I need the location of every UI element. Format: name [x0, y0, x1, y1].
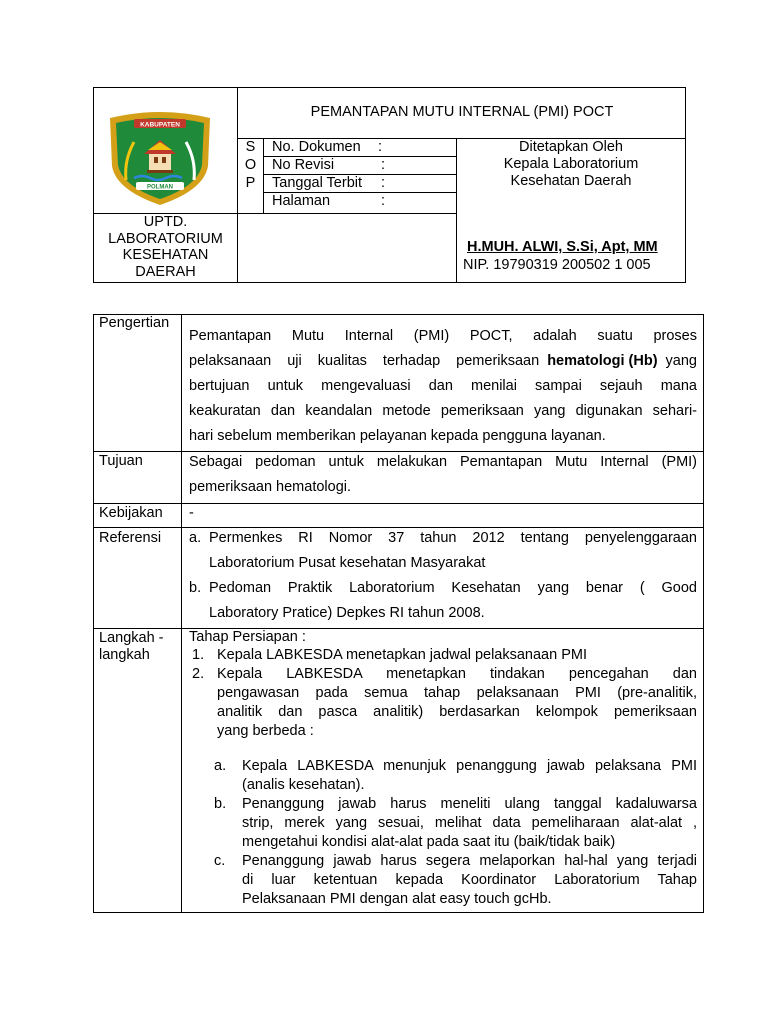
referensi-b-line-1: Pedoman Praktik Laboratorium Kesehatan yang benar ( Good — [209, 580, 697, 596]
sop-letter-s: S — [245, 139, 256, 155]
pengertian-line-3: bertujuan untuk mengevaluasi dan menilai sampai sejauh mana — [189, 378, 697, 394]
langkah-subitems — [214, 757, 697, 909]
org-line-4: DAERAH — [135, 263, 196, 280]
field-no-dokumen-sep: : — [378, 139, 383, 155]
pengertian-line-4: keakuratan dan keandalan metode pemeriksaan yang digunakan sehari- — [189, 403, 697, 419]
sop-letter-o: O — [244, 157, 257, 173]
subitem-b-line-1: Penanggung jawab harus meneliti ulang tanggal kadaluwarsa — [242, 796, 697, 812]
field-tanggal-terbit-sep: : — [381, 175, 386, 191]
field-tanggal-terbit-label: Tanggal Terbit — [272, 175, 363, 191]
signer-name: H.MUH. ALWI, S.Si, Apt, MM — [467, 239, 658, 255]
referensi-list — [189, 526, 697, 626]
logo-bottom-text: POLMAN — [147, 184, 173, 191]
org-line-2: LABORATORIUM — [108, 230, 223, 247]
subitem-a-marker: a. — [214, 758, 227, 774]
subitem-b-marker: b. — [214, 796, 227, 812]
referensi-marker-b: b. — [189, 580, 202, 596]
document-title: PEMANTAPAN MUTU INTERNAL (PMI) POCT — [310, 104, 614, 120]
approval-line-3: Kesehatan Daerah — [510, 173, 632, 189]
step-1 — [189, 646, 697, 665]
subitem-c-line-1: Penanggung jawab harus segera melaporkan hal-hal yang terjadi — [242, 853, 697, 869]
tujuan-text — [189, 450, 697, 500]
field-halaman-label: Halaman — [272, 193, 331, 209]
referensi-item-a — [189, 526, 697, 551]
kebijakan-value: - — [189, 505, 194, 521]
subitem-c-line-3: Pelaksanaan PMI dengan alat easy touch gcHb. — [242, 891, 552, 907]
referensi-b-line-2: Laboratory Pratice) Depkes RI tahun 2008. — [209, 605, 485, 621]
pengertian-line-2-pre: pelaksanaan uji kualitas terhadap pemeriksaan — [189, 353, 540, 369]
step-1-marker: 1. — [192, 647, 205, 663]
org-line-3: KESEHATAN — [122, 247, 209, 263]
pengertian-line-2 — [189, 349, 697, 374]
subitem-c-line-2: di luar ketentuan kepada Koordinator Laboratorium Tahap — [242, 872, 697, 888]
kabupaten-logo — [104, 110, 216, 207]
pengertian-keyword: hematologi (Hb) — [547, 353, 658, 369]
pengertian-line-2-post: yang — [665, 353, 697, 369]
langkah-label-line-1: Langkah - — [99, 630, 164, 646]
subitem-c — [214, 852, 697, 909]
subitem-a — [214, 757, 697, 795]
step-2-line-2: pengawasan pada semua tahap pelaksanaan PMI (pre-analitik, — [217, 685, 697, 701]
referensi-a-line-1: Permenkes RI Nomor 37 tahun 2012 tentang penyelenggaraan — [209, 530, 697, 546]
pengertian-label: Pengertian — [99, 315, 170, 331]
pengertian-line-5: hari sebelum memberikan pelayanan kepada pengguna layanan. — [189, 428, 606, 444]
field-no-revisi-sep: : — [381, 157, 386, 173]
sop-letter-p: P — [245, 175, 256, 191]
signer-nip: NIP. 19790319 200502 1 005 — [463, 257, 651, 273]
langkah-label-line-2: langkah — [99, 647, 150, 663]
tujuan-line-1: Sebagai pedoman untuk melakukan Pemantapan Mutu Internal (PMI) — [189, 454, 697, 470]
subitem-a-line-2: (analis kesehatan). — [242, 777, 365, 793]
approval-line-2: Kepala Laboratorium — [503, 156, 639, 172]
tujuan-line-2: pemeriksaan hematologi. — [189, 479, 352, 495]
step-2-marker: 2. — [192, 666, 205, 682]
pengertian-text — [189, 324, 697, 449]
field-no-revisi-label: No Revisi — [272, 157, 335, 173]
referensi-marker-a: a. — [189, 530, 202, 546]
kebijakan-label: Kebijakan — [99, 505, 163, 521]
subitem-a-line-1: Kepala LABKESDA menunjuk penanggung jawab pelaksana PMI — [242, 758, 697, 774]
referensi-a-line-2: Laboratorium Pusat kesehatan Masyarakat — [209, 555, 486, 571]
subitem-b — [214, 795, 697, 852]
pengertian-line-1: Pemantapan Mutu Internal (PMI) POCT, adalah suatu proses — [189, 328, 697, 344]
step-2 — [189, 665, 697, 741]
subitem-b-line-3: mengetahui kondisi alat-alat pada saat itu (baik/tidak baik) — [242, 834, 616, 850]
langkah-content — [189, 629, 697, 741]
step-2-line-3: analitik dan pasca analitik) berdasarkan kelompok pemeriksaan — [217, 704, 697, 720]
referensi-item-b — [189, 576, 697, 601]
step-2-line-1: Kepala LABKESDA menetapkan tindakan pencegahan dan — [217, 666, 697, 682]
org-line-1: UPTD. — [143, 214, 188, 230]
subitem-b-line-2: strip, merek yang sesuai, melihat data pemeliharaan alat-alat , — [242, 815, 697, 831]
approval-line-1: Ditetapkan Oleh — [519, 139, 623, 155]
langkah-heading: Tahap Persiapan : — [189, 629, 306, 645]
tujuan-label: Tujuan — [99, 453, 143, 469]
step-2-line-4: yang berbeda : — [217, 723, 314, 739]
referensi-label: Referensi — [99, 530, 162, 546]
subitem-c-marker: c. — [214, 853, 226, 869]
field-no-dokumen-label: No. Dokumen — [272, 139, 361, 155]
step-1-line-1: Kepala LABKESDA menetapkan jadwal pelaksanaan PMI — [217, 647, 587, 663]
field-halaman-sep: : — [381, 193, 386, 209]
logo-top-text: KABUPATEN — [140, 121, 180, 129]
